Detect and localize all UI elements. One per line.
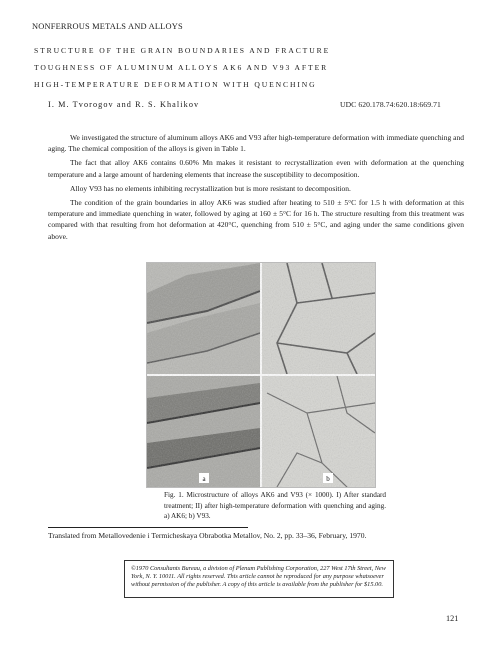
paragraph-3: Alloy V93 has no elements inhibiting recrystallization but is more resistant to decomposition. [70,183,351,193]
figure-label-b: b [326,475,330,483]
section-title: NONFERROUS METALS AND ALLOYS [32,22,183,31]
udc-code: UDC 620.178.74:620.18:669.71 [340,100,441,109]
micrograph-image [147,263,375,487]
figure-caption: Fig. 1. Microstructure of alloys AK6 and V93 (× 1000). I) After standard treatment; II) after high-temperature deformation with quenching and aging. a) AK6; b) V93. [164,491,386,521]
paragraph-1: We investigated the structure of aluminum alloys AK6 and V93 after high-temperature deformation with immediate quenching and aging. The chemical composition of the alloys is given in Table 1. [48,133,464,154]
article-title-line-3: HIGH-TEMPERATURE DEFORMATION WITH QUENCHING [34,80,317,89]
footnote-rule [48,527,248,528]
article-title-line-1: STRUCTURE OF THE GRAIN BOUNDARIES AND FRACTURE [34,46,331,55]
paragraph-2: The fact that alloy AK6 contains 0.60% Mn makes it resistant to recrystallization even with deformation at the quenching temperature and a large amount of hardening elements that increase the susceptibility to decomposition. [48,158,464,179]
paragraph-4: The condition of the grain boundaries in alloy AK6 was studied after heating to 510 ± 5°C for 1.5 h with deformation at this temperature and immediate quenching in water, followed by aging at 160 ± 5°C for 16 h. The structure resulting from this treatment was compared with that resulting from hot deformation at 420°C, quenching from 510 ± 5°C, and aging under the same conditions given above. [48,198,464,241]
micrograph-figure [146,262,376,488]
page-number: 121 [446,614,459,623]
authors: I. M. Tvorogov and R. S. Khalikov [48,100,200,109]
article-title-line-2: TOUGHNESS OF ALUMINUM ALLOYS AK6 AND V93 AFTER [34,63,329,72]
translation-note: Translated from Metallovedenie i Termicheskaya Obrabotka Metallov, No. 2, pp. 33–36, February, 1970. [48,531,367,540]
figure-label-a: a [202,475,206,483]
copyright-box: ©1970 Consultants Bureau, a division of Plenum Publishing Corporation, 227 West 17th Street, New York, N. Y. 10011. All rights reserved. This article cannot be reproduced for any purpose whatsoever without permission of the publisher. A copy of this article is available from the publisher for $15.00. [124,560,394,598]
body-text [48,132,464,242]
